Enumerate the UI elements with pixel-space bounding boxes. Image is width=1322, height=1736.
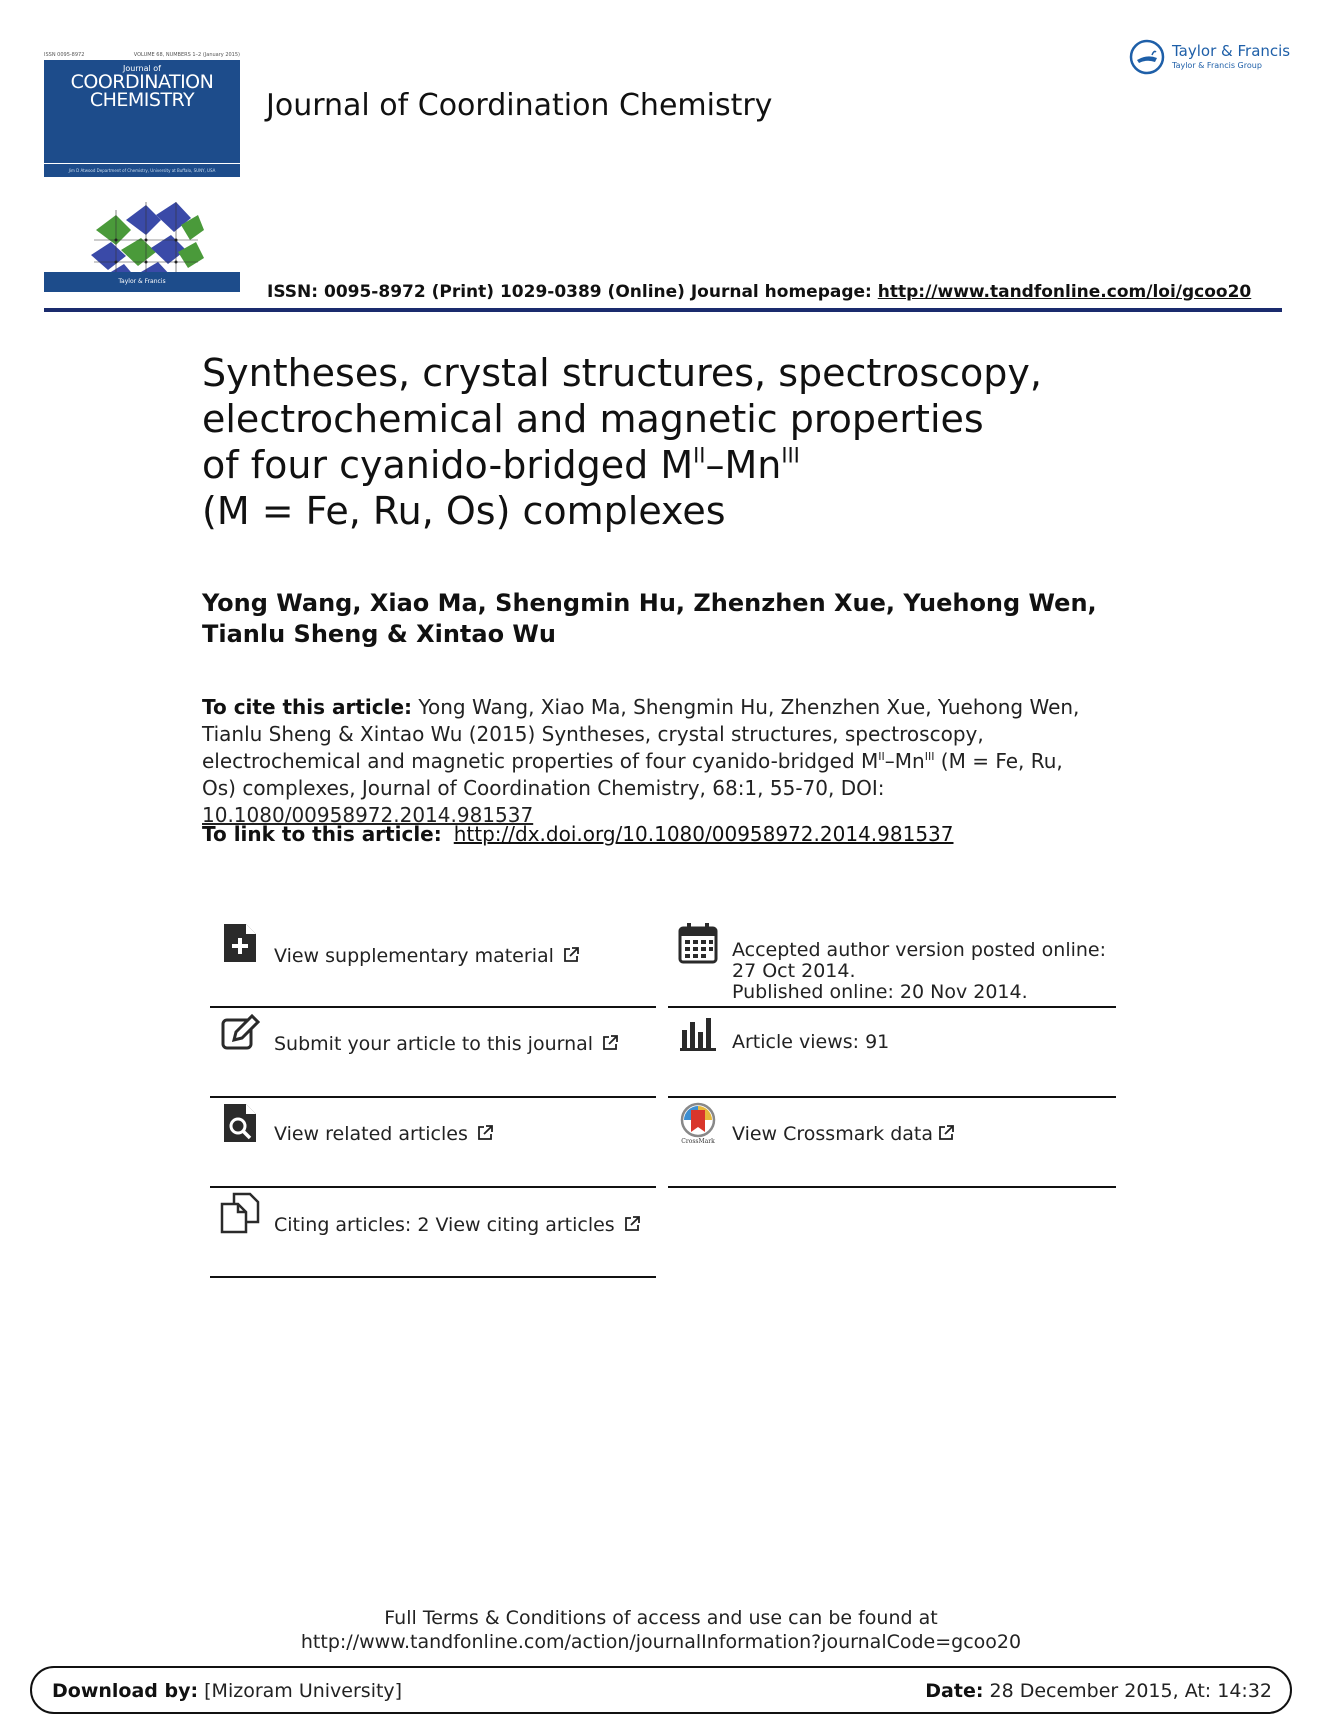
title-line-2: electrochemical and magnetic properties <box>202 397 984 441</box>
cover-title-line1: COORDINATION <box>70 71 214 93</box>
publication-dates-box <box>668 918 1116 1008</box>
external-link-icon <box>562 946 580 964</box>
tf-name: Taylor & Francis <box>1172 42 1291 60</box>
title-line-3-text: of four cyanido-bridged M <box>202 443 694 487</box>
crossmark-link[interactable] <box>732 1124 955 1145</box>
cite-superscript-ii: II <box>878 749 885 763</box>
tf-group: Taylor & Francis Group <box>1172 61 1262 70</box>
article-link-line <box>202 822 954 846</box>
download-date <box>925 1680 1272 1702</box>
date-value: 28 December 2015, At: 14:32 <box>983 1680 1272 1702</box>
issn-text: ISSN: 0095-8972 (Print) 1029-0389 (Online) Journal homepage: <box>267 282 878 302</box>
published-date: Published online: 20 Nov 2014. <box>732 981 1028 1003</box>
related-articles-box[interactable] <box>210 1098 656 1188</box>
crossmark-icon <box>678 1102 718 1144</box>
document-plus-icon <box>220 922 260 964</box>
edit-icon <box>220 1012 260 1054</box>
journal-homepage-link[interactable]: http://www.tandfonline.com/loi/gcoo20 <box>877 282 1252 302</box>
cover-title-band <box>44 60 240 163</box>
citation-block <box>202 694 1102 829</box>
supplementary-label: View supplementary material <box>274 945 554 967</box>
download-info-bar <box>30 1666 1292 1714</box>
supplementary-link[interactable] <box>274 946 580 967</box>
external-link-icon <box>937 1124 955 1142</box>
crossmark-box[interactable] <box>668 1098 1116 1188</box>
cite-text-2: (M = Fe, Ru, Os) complexes, Journal of Coordination Chemistry, 68:1, 55-70, DOI: <box>202 749 1063 800</box>
date-label: Date: <box>925 1680 984 1702</box>
cite-text-1: Yong Wang, Xiao Ma, Shengmin Hu, Zhenzhen Xue, Yuehong Wen, Tianlu Sheng & Xintao Wu (2015) Syntheses, crystal structures, spectroscopy, electrochemical and magnetic properties of four cyanido-bridged M <box>202 695 1080 773</box>
title-dash-mn: –Mn <box>705 443 782 487</box>
crossmark-logo-text: CrossMark <box>681 1138 715 1144</box>
journal-name: Journal of Coordination Chemistry <box>266 88 773 123</box>
cite-dash-mn: –Mn <box>884 749 925 773</box>
submit-article-link[interactable] <box>274 1034 619 1055</box>
download-value: [Mizoram University] <box>198 1680 403 1702</box>
cover-title-line2: CHEMISTRY <box>89 89 195 111</box>
download-label: Download by: <box>52 1680 199 1702</box>
external-link-icon <box>476 1124 494 1142</box>
citing-label: Citing articles: 2 View citing articles <box>274 1214 615 1236</box>
title-line-4: (M = Fe, Ru, Os) complexes <box>202 489 726 533</box>
citing-articles-link[interactable] <box>274 1215 641 1236</box>
cover-volume: VOLUME 68, NUMBERS 1–2 (January 2015) <box>133 52 240 58</box>
title-line-1: Syntheses, crystal structures, spectroscopy, <box>202 351 1042 395</box>
supplementary-material-box[interactable] <box>210 918 656 1008</box>
cover-issn: ISSN 0095-8972 <box>44 52 85 58</box>
citing-articles-box[interactable] <box>210 1188 656 1278</box>
calendar-icon <box>678 922 718 964</box>
article-doi-url[interactable]: http://dx.doi.org/10.1080/00958972.2014.981537 <box>453 822 954 846</box>
bar-chart-icon <box>678 1012 718 1054</box>
cite-superscript-iii: III <box>924 749 935 763</box>
cover-top-line <box>44 52 240 60</box>
box-divider <box>668 1186 1116 1188</box>
related-articles-link[interactable] <box>274 1124 494 1145</box>
cover-publisher-band <box>44 272 240 292</box>
download-by <box>52 1680 402 1702</box>
accepted-date: Accepted author version posted online: 27 Oct 2014. <box>732 939 1107 982</box>
submit-label: Submit your article to this journal <box>274 1033 594 1055</box>
submit-article-box[interactable] <box>210 1008 656 1098</box>
journal-cover <box>44 52 240 292</box>
title-superscript-iii: III <box>781 443 800 468</box>
cover-publisher: Taylor & Francis <box>118 278 166 285</box>
cover-journal-of: Journal of <box>123 64 161 73</box>
terms-notice <box>0 1606 1322 1654</box>
issn-line <box>267 282 1251 302</box>
terms-url[interactable]: http://www.tandfonline.com/action/journalInformation?journalCode=gcoo20 <box>300 1631 1022 1653</box>
article-views: Article views: 91 <box>732 1031 890 1053</box>
title-line-3 <box>202 442 1102 488</box>
taylor-francis-logo[interactable] <box>1128 38 1298 78</box>
cover-editor: Jim D Atwood Department of Chemistry, University at Buffalo, SUNY, USA <box>44 164 240 177</box>
related-label: View related articles <box>274 1123 468 1145</box>
header-divider <box>44 308 1282 312</box>
article-authors: Yong Wang, Xiao Ma, Shengmin Hu, Zhenzhen Xue, Yuehong Wen, Tianlu Sheng & Xintao Wu <box>202 589 1097 648</box>
cite-label: To cite this article: <box>202 695 413 719</box>
link-label: To link to this article: <box>202 822 442 846</box>
article-title <box>202 350 1102 534</box>
copy-documents-icon <box>220 1192 260 1234</box>
terms-line-1: Full Terms & Conditions of access and use can be found at <box>384 1607 938 1629</box>
crossmark-label: View Crossmark data <box>732 1123 934 1145</box>
document-search-icon <box>220 1102 260 1144</box>
title-superscript-ii: II <box>693 443 706 468</box>
article-views-box <box>668 1008 1116 1098</box>
external-link-icon <box>601 1034 619 1052</box>
box-divider <box>210 1276 656 1278</box>
taylor-francis-lamp-icon <box>1128 38 1166 76</box>
doi-link[interactable]: 10.1080/00958972.2014.981537 <box>202 803 534 827</box>
external-link-icon <box>623 1215 641 1233</box>
